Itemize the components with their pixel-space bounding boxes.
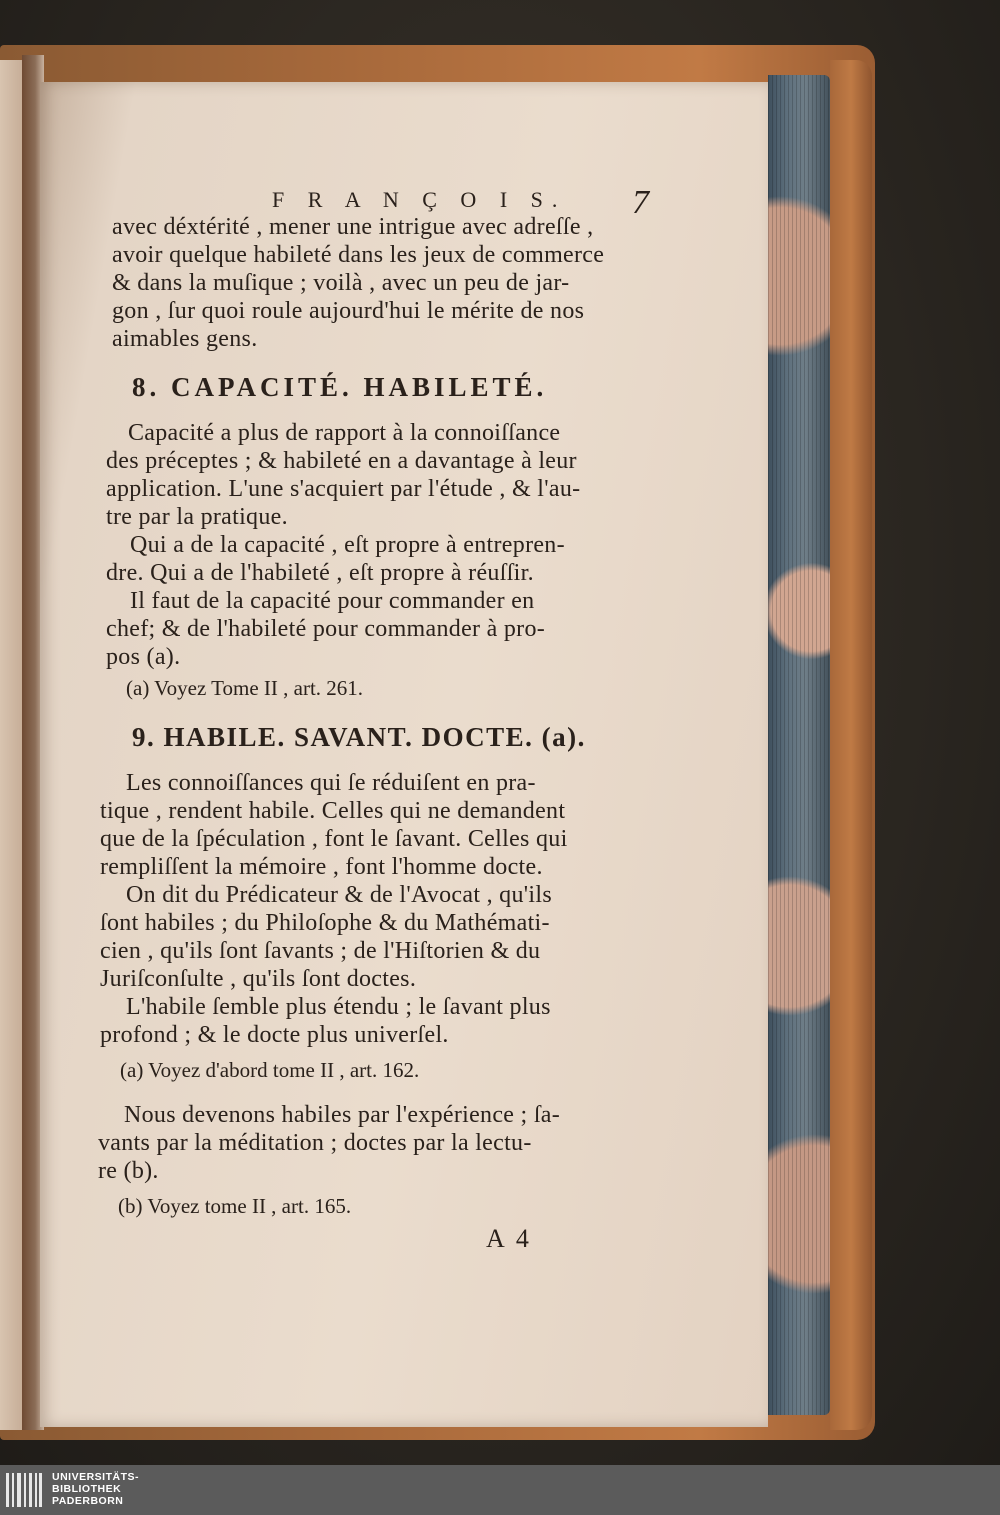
footer-bar (0, 1465, 1000, 1515)
logo-line: PADERBORN (52, 1495, 124, 1507)
running-head: F R A N Ç O I S. (272, 187, 567, 212)
library-logo-icon (6, 1473, 42, 1507)
section-8-body (106, 420, 646, 670)
text-line: pos (a). (106, 644, 181, 670)
page-number: 7 (632, 184, 649, 221)
text-line: des préceptes ; & habileté en a davantage à leur (106, 448, 577, 474)
text-line: tre par la pratique. (106, 504, 288, 530)
library-logo-text (52, 1471, 139, 1507)
text-line: application. L'une s'acquiert par l'étude , & l'au- (106, 476, 581, 502)
text-line: avec déxtérité , mener une intrigue avec adreſſe , (112, 214, 594, 240)
text-line: rempliſſent la mémoire , font l'homme docte. (100, 854, 543, 880)
marbled-page-edges (768, 75, 830, 1415)
text-line: & dans la muſique ; voilà , avec un peu de jar- (112, 270, 570, 296)
footnote-a-section-9: (a) Voyez d'abord tome II , art. 162. (120, 1058, 420, 1082)
text-line: Il faut de la capacité pour commander en (130, 588, 535, 614)
text-line: Capacité a plus de rapport à la connoiſſance (128, 420, 561, 446)
text-line: re (b). (98, 1158, 159, 1184)
text-line: ſont habiles ; du Philoſophe & du Mathémati- (100, 910, 550, 936)
signature-mark: A 4 (486, 1224, 532, 1253)
text-line: profond ; & le docte plus univerſel. (100, 1022, 449, 1048)
text-line: dre. Qui a de l'habileté , eſt propre à réuſſir. (106, 560, 534, 586)
footnote-a-section-8: (a) Voyez Tome II , art. 261. (126, 676, 364, 700)
logo-line: UNIVERSITÄTS- (52, 1471, 140, 1483)
continuation-text (112, 214, 652, 354)
text-line: gon , ſur quoi roule aujourd'hui le mérite de nos (112, 298, 585, 324)
section-title-8: 8. CAPACITÉ. HABILETÉ. (132, 372, 548, 402)
text-line: avoir quelque habileté dans les jeux de commerce (112, 242, 605, 268)
section-9-body (100, 770, 645, 1050)
cover-fore-edge (830, 60, 872, 1430)
text-line: aimables gens. (112, 326, 258, 352)
closing-paragraph (98, 1102, 643, 1192)
text-line: Les connoiſſances qui ſe réduiſent en pra- (126, 770, 536, 796)
section-title-9: 9. HABILE. SAVANT. DOCTE. (a). (132, 722, 586, 752)
text-line: chef; & de l'habileté pour commander à pro- (106, 616, 546, 642)
text-line: Qui a de la capacité , eſt propre à entrepren- (130, 532, 565, 558)
text-line: Juriſconſulte , qu'ils ſont doctes. (100, 966, 417, 992)
text-line: vants par la méditation ; doctes par la lectu- (98, 1130, 532, 1156)
book-page (40, 82, 768, 1427)
text-line: cien , qu'ils ſont ſavants ; de l'Hiſtorien & du (100, 938, 541, 964)
text-line: Nous devenons habiles par l'expérience ; ſa- (124, 1102, 561, 1128)
text-line: L'habile ſemble plus étendu ; le ſavant plus (126, 994, 551, 1020)
text-line: On dit du Prédicateur & de l'Avocat , qu'ils (126, 882, 552, 908)
left-page-edge (0, 60, 22, 1430)
text-line: que de la ſpéculation , font le ſavant. Celles qui (100, 826, 568, 852)
logo-line: BIBLIOTHEK (52, 1483, 122, 1495)
footnote-b: (b) Voyez tome II , art. 165. (118, 1194, 352, 1218)
text-line: tique , rendent habile. Celles qui ne demandent (100, 798, 566, 824)
